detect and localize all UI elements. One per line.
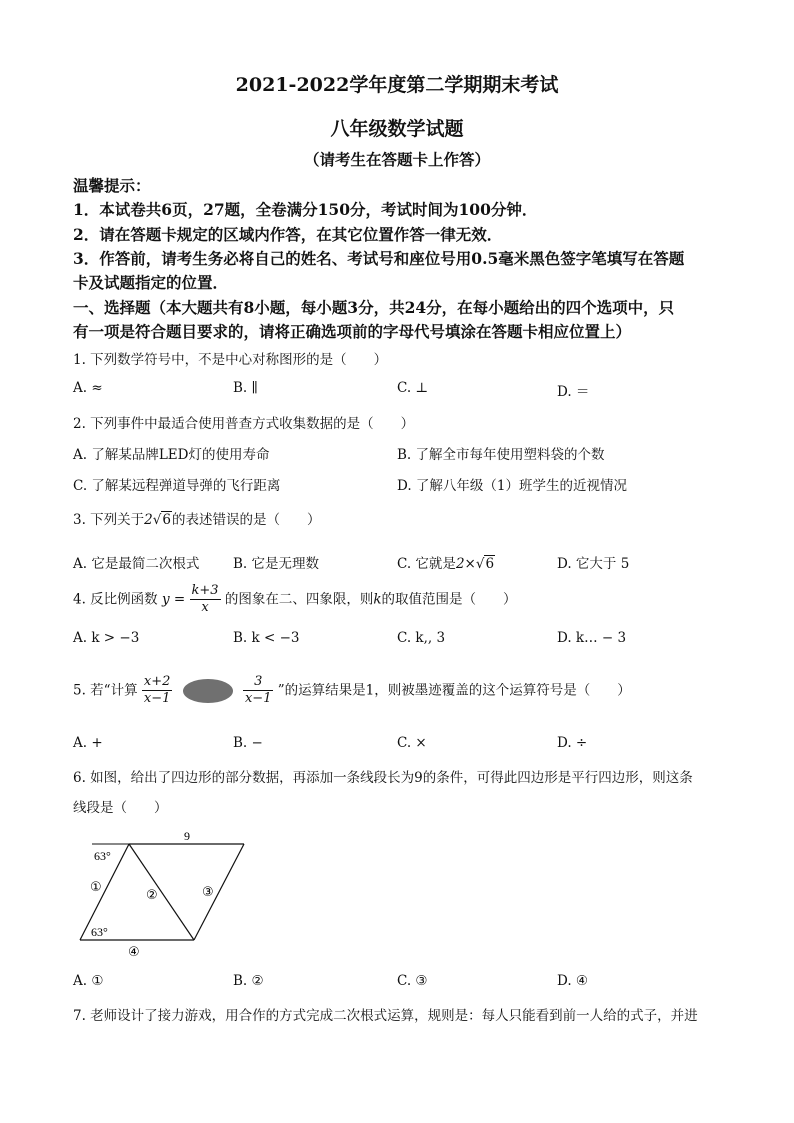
q5-frac1-num: x+2 [142, 674, 173, 691]
tip-2: 2．请在答题卡规定的区域内作答，在其它位置作答一律无效． [73, 225, 503, 244]
q3-option-b: B. 它是无理数 [233, 556, 320, 572]
tips-heading: 温馨提示： [73, 176, 151, 195]
section1-line1: 一、选择题（本大题共有8小题，每小题3分，共24分，在每小题给出的四个选项中，只 [73, 298, 675, 317]
exam-note: （请考生在答题卡上作答） [303, 150, 490, 169]
q4-stem-pre: 4. 反比例函数 [73, 591, 158, 608]
q6-option-c: C. ③ [397, 973, 428, 989]
q3-coef: 2 [144, 512, 153, 528]
q1-option-d: D. ＝ [557, 384, 590, 400]
exam-title: 2021-2022学年度第二学期期末考试 [235, 74, 559, 96]
tip-3: 3．作答前，请考生务必将自己的姓名、考试号和座位号用0.5毫米黑色签字笔填写在答题 [73, 249, 685, 268]
q4-option-b: B. k < −3 [233, 630, 300, 646]
q5-option-b: B. − [233, 735, 263, 751]
q3-stem-post: 的表述错误的是（ ） [171, 512, 321, 528]
q4-option-d: D. k… − 3 [557, 630, 627, 646]
q3-option-c-radicand: 6 [485, 556, 495, 572]
q5-stem [73, 674, 631, 708]
q5-frac1-den: x−1 [143, 691, 171, 707]
angle-top-label: 63° [94, 849, 111, 863]
q4-y-eq: y = [161, 591, 186, 608]
label-9: 9 [184, 829, 190, 843]
q4-stem [73, 583, 517, 617]
q3-option-c [397, 552, 495, 572]
segment-2 [129, 844, 194, 940]
q6-option-a: A. ① [73, 973, 104, 989]
q1-option-c: C. ⊥ [397, 380, 429, 396]
tip-1: 1．本试卷共6页，27题，全卷满分150分，考试时间为100分钟． [73, 200, 538, 219]
q4-option-c: C. k,, 3 [397, 630, 446, 646]
tip-3-cont: 卡及试题指定的位置． [73, 273, 229, 292]
q2-option-a: A. 了解某品牌LED灯的使用寿命 [73, 447, 270, 463]
sqrt-sign: √ [152, 512, 162, 528]
label-seg-2: ② [146, 888, 158, 903]
q3-option-c-expr: 2× [455, 556, 476, 572]
q5-option-a: A. + [73, 735, 103, 751]
label-seg-3: ③ [202, 885, 214, 900]
q2-stem: 2. 下列事件中最适合使用普查方式收集数据的是（ ） [73, 416, 415, 432]
label-seg-1: ① [90, 880, 102, 895]
q2-option-c: C. 了解某远程弹道导弹的飞行距离 [73, 478, 281, 494]
quadrilateral-figure [70, 826, 260, 962]
q3-option-d: D. 它大于 5 [557, 556, 630, 572]
q2-option-b: B. 了解全市每年使用塑料袋的个数 [397, 447, 605, 463]
q2-option-d: D. 了解八年级（1）班学生的近视情况 [397, 478, 628, 494]
q4-fraction [190, 583, 221, 617]
q5-frac2-den: x−1 [244, 691, 272, 707]
q4-k: k [373, 591, 382, 608]
q4-frac-num: k+3 [190, 583, 221, 600]
q1-option-b: B. ∥ [233, 380, 258, 396]
q5-frac2-num: 3 [243, 674, 274, 691]
q5-fraction-2 [243, 674, 274, 708]
label-seg-4: ④ [128, 945, 140, 960]
q1-stem: 1. 下列数学符号中，不是中心对称图形的是（ ） [73, 352, 388, 368]
q3-stem-pre: 3. 下列关于 [73, 512, 145, 528]
q6-option-b: B. ② [233, 973, 264, 989]
q3-option-a: A. 它是最简二次根式 [73, 556, 200, 572]
q4-stem-mid: 的图象在二、四象限，则 [224, 591, 374, 608]
q6-option-d: D. ④ [557, 973, 589, 989]
q3-radicand: 6 [162, 512, 171, 528]
q1-option-a: A. ≈ [73, 380, 103, 396]
q7-line1: 7. 老师设计了接力游戏，用合作的方式完成二次根式运算，规则是：每人只能看到前一人给的式子，并进 [73, 1008, 698, 1024]
q3-stem [73, 508, 320, 528]
q6-line2: 线段是（ ） [73, 800, 168, 816]
q4-option-a: A. k > −3 [73, 630, 140, 646]
q6-line1: 6. 如图，给出了四边形的部分数据，再添加一条线段长为9的条件，可得此四边形是平行四边形，则这条 [73, 770, 693, 786]
q4-stem-post: 的取值范围是（ ） [381, 591, 517, 608]
q4-frac-den: x [201, 600, 209, 616]
q5-stem-pre: 5. 若“计算 [73, 682, 138, 699]
angle-bottom-label: 63° [91, 925, 108, 939]
q3-option-c-label: C. 它就是 [397, 556, 456, 572]
sqrt-sign: √ [475, 556, 485, 572]
q5-stem-post: ”的运算结果是1，则被墨迹覆盖的这个运算符号是（ ） [277, 682, 631, 699]
ink-blot [183, 679, 233, 703]
q5-option-c: C. × [397, 735, 427, 751]
q5-option-d: D. ÷ [557, 735, 588, 751]
section1-line2: 有一项是符合题目要求的，请将正确选项前的字母代号填涂在答题卡相应位置上） [73, 322, 632, 341]
q5-fraction-1 [142, 674, 173, 708]
exam-subtitle: 八年级数学试题 [330, 118, 464, 140]
